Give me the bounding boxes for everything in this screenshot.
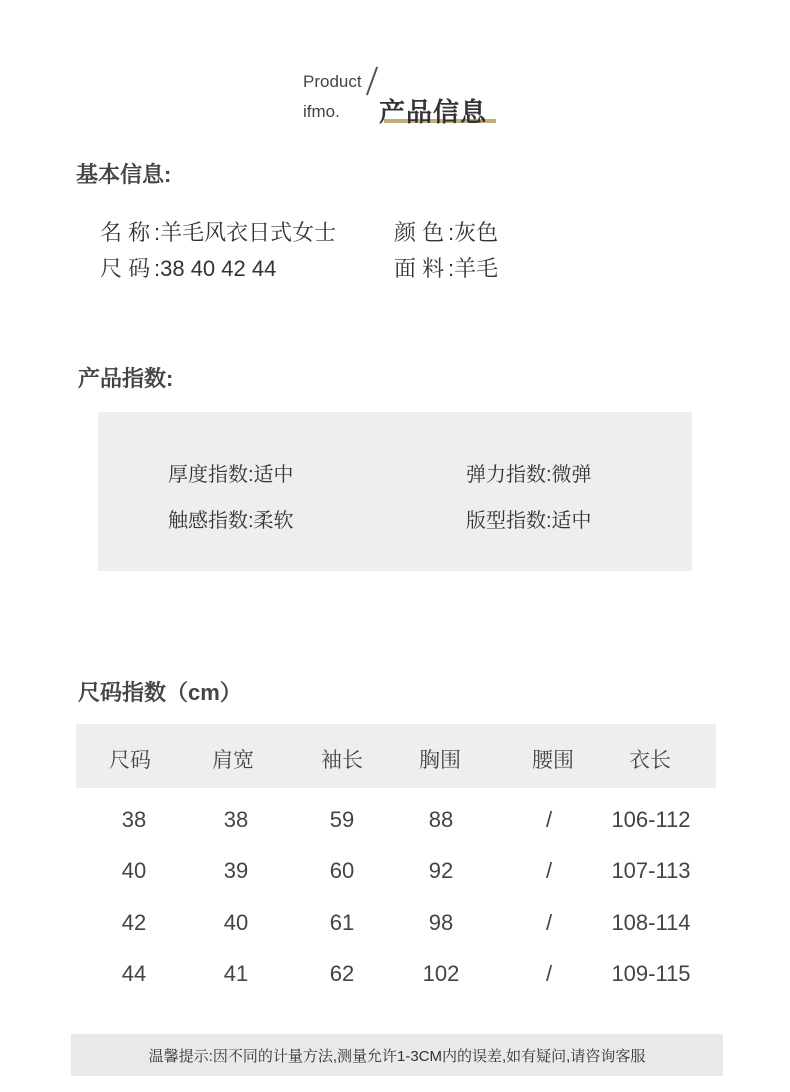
info-name-value: :羊毛风衣日式女士: [154, 220, 337, 245]
table-header-length: 衣长: [629, 749, 671, 772]
info-fabric-value: :羊毛: [448, 256, 499, 281]
table-header-shoulder: 肩宽: [212, 749, 254, 772]
table-cell: 44: [121, 961, 147, 986]
info-size-value: :38 40 42 44: [154, 256, 277, 281]
table-cell: 40: [121, 858, 147, 883]
table-cell: 42: [121, 910, 147, 935]
info-color-value: :灰色: [448, 220, 499, 245]
header-slash-decoration: [366, 67, 378, 96]
table-header-chest: 胸围: [419, 749, 461, 772]
table-header-sleeve: 袖长: [321, 749, 363, 772]
product-index-heading: 产品指数:: [78, 366, 174, 391]
table-header-size: 尺码: [109, 749, 151, 772]
info-fabric-label: 面 料: [394, 256, 445, 281]
size-table-heading: 尺码指数（cm）: [78, 680, 242, 705]
table-cell: 41: [223, 961, 249, 986]
header-ifmo-text: ifmo.: [303, 102, 340, 121]
index-fit: 版型指数:适中: [466, 510, 592, 532]
table-cell: /: [545, 807, 553, 832]
product-index-panel: [98, 412, 692, 571]
table-cell: /: [545, 858, 553, 883]
table-cell: 40: [223, 910, 249, 935]
table-cell: 60: [329, 858, 355, 883]
table-cell: 107-113: [611, 858, 691, 883]
table-cell: 61: [329, 910, 355, 935]
table-cell: 109-115: [611, 961, 691, 986]
page-title: 产品信息: [379, 97, 488, 127]
table-cell: 106-112: [611, 807, 691, 832]
index-elasticity: 弹力指数:微弹: [466, 464, 592, 486]
header-product-text: Product: [303, 72, 362, 91]
table-cell: 38: [223, 807, 249, 832]
table-cell: 88: [428, 807, 454, 832]
index-touch: 触感指数:柔软: [168, 510, 294, 532]
info-size: [100, 252, 276, 283]
table-cell: 102: [422, 961, 460, 986]
info-name: [100, 216, 336, 247]
info-size-label: 尺 码: [100, 256, 151, 281]
table-cell: 108-114: [611, 910, 691, 935]
table-cell: 92: [428, 858, 454, 883]
table-header-waist: 腰围: [532, 749, 574, 772]
table-cell: /: [545, 910, 553, 935]
table-cell: 62: [329, 961, 355, 986]
info-fabric: [394, 252, 498, 283]
table-cell: 59: [329, 807, 355, 832]
table-cell: /: [545, 961, 553, 986]
info-color: [394, 216, 498, 247]
info-name-label: 名 称: [100, 220, 151, 245]
basic-info-heading: 基本信息:: [76, 162, 172, 187]
table-cell: 38: [121, 807, 147, 832]
info-color-label: 颜 色: [394, 220, 445, 245]
table-cell: 98: [428, 910, 454, 935]
table-cell: 39: [223, 858, 249, 883]
tip-text: 温馨提示:因不同的计量方法,测量允许1-3CM内的误差,如有疑问,请咨询客服: [148, 1048, 646, 1065]
index-thickness: 厚度指数:适中: [168, 464, 294, 486]
